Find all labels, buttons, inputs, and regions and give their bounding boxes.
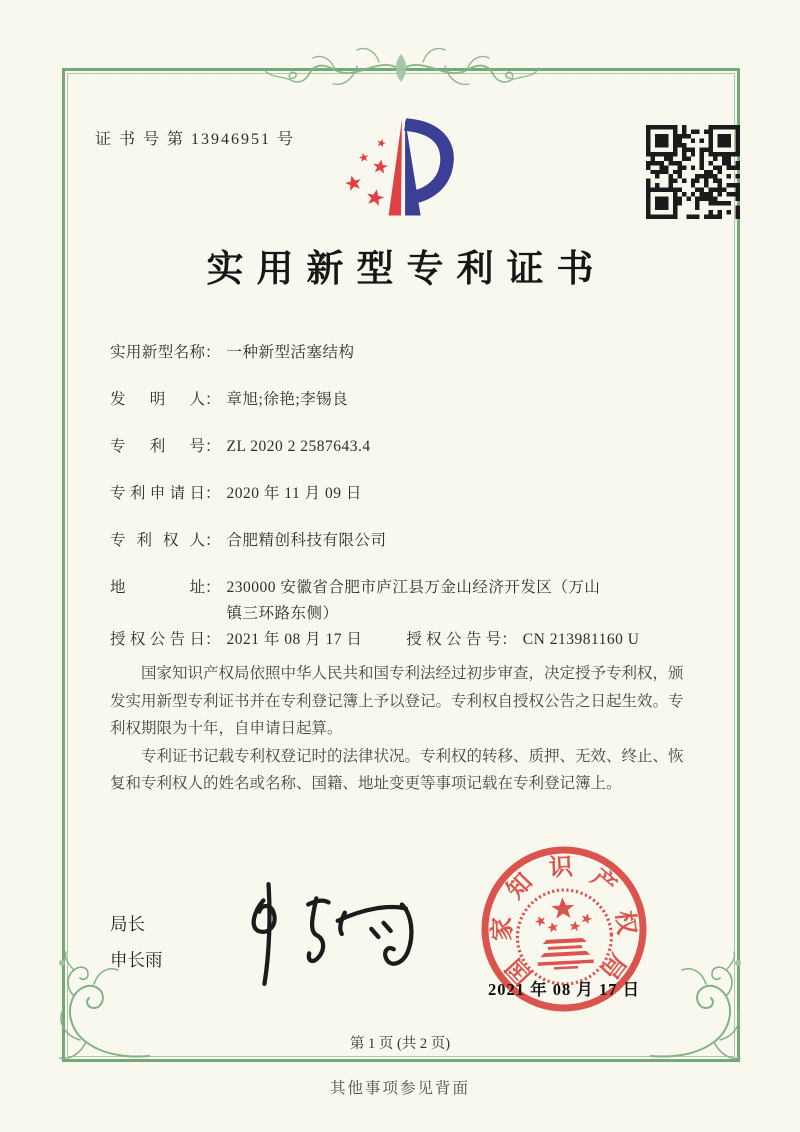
field-value: 合肥精创科技有限公司 — [226, 532, 387, 549]
field-value: ZL 2020 2 2587643.4 — [226, 438, 371, 455]
director-name: 申长雨 — [110, 950, 163, 970]
director-title: 局长 — [110, 914, 145, 934]
field-colon: ： — [205, 485, 221, 502]
field-label: 专利权人 — [110, 532, 205, 549]
seal-char: 产 — [585, 864, 621, 900]
field-row-patent-number — [110, 434, 695, 460]
field-row-address — [110, 575, 695, 627]
seal-char: 权 — [610, 909, 639, 936]
legal-text-section — [110, 660, 694, 798]
back-side-note: 其他事项参见背面 — [329, 1080, 470, 1097]
field-row-grant — [110, 627, 695, 653]
page-number: 第 1 页 (共 2 页) — [349, 1036, 451, 1052]
cnipa-logo-icon — [340, 110, 464, 226]
field-value: 章旭;徐艳;李锡良 — [226, 391, 349, 408]
seal-date: 2021 年 08 月 17 日 — [487, 980, 641, 999]
field-colon: ： — [205, 631, 221, 648]
field-colon: ： — [501, 631, 517, 648]
field-label: 专利号 — [110, 438, 205, 455]
seal-char: 知 — [502, 868, 538, 905]
seal-char: 局 — [595, 948, 631, 984]
field-value: 2021 年 08 月 17 日 — [226, 631, 363, 648]
document-title: 实用新型专利证书 — [206, 249, 607, 290]
field-label: 授权公告号 — [406, 631, 502, 648]
fields-section — [110, 340, 695, 674]
field-colon: ： — [205, 344, 221, 361]
field-colon: ： — [205, 391, 221, 408]
qr-code — [646, 125, 740, 219]
seal-char: 识 — [548, 854, 574, 882]
legal-paragraph-2: 专利证书记载专利权登记时的法律状况。专利权的转移、质押、无效、终止、恢复和专利权人的姓名或名称、国籍、地址变更等事项记载在专利登记簿上。 — [110, 747, 684, 792]
field-label: 授权公告日 — [110, 631, 205, 648]
field-label: 发明人 — [110, 391, 205, 408]
director-signature — [222, 878, 427, 990]
certificate-number: 证 书 号 第 13946951 号 — [95, 131, 296, 148]
field-colon: ： — [205, 438, 221, 455]
field-row-inventors — [110, 387, 695, 413]
field-row-filing-date — [110, 481, 695, 507]
field-value: 一种新型活塞结构 — [226, 344, 355, 361]
seal-char: 家 — [490, 917, 516, 941]
seal-char: 国 — [501, 952, 538, 989]
field-row-name — [110, 340, 695, 366]
field-colon: ： — [205, 579, 221, 596]
field-colon: ： — [205, 532, 221, 549]
field-label: 地址 — [110, 579, 205, 596]
director-block — [110, 906, 163, 978]
legal-paragraph-1: 国家知识产权局依照中华人民共和国专利法经过初步审查，决定授予专利权，颁发实用新型专利证书并在专利登记簿上予以登记。专利权自授权公告之日起生效。专利权期限为十年，自申请日起算。 — [110, 665, 684, 737]
field-value: 2020 年 11 月 09 日 — [226, 485, 362, 502]
field-value: CN 213981160 U — [522, 631, 640, 648]
field-label: 实用新型名称 — [110, 344, 205, 361]
field-label: 专利申请日 — [110, 485, 205, 502]
field-row-patentee — [110, 528, 695, 554]
field-value: 230000 安徽省合肥市庐江县万金山经济开发区（万山镇三环路东侧） — [226, 579, 601, 622]
